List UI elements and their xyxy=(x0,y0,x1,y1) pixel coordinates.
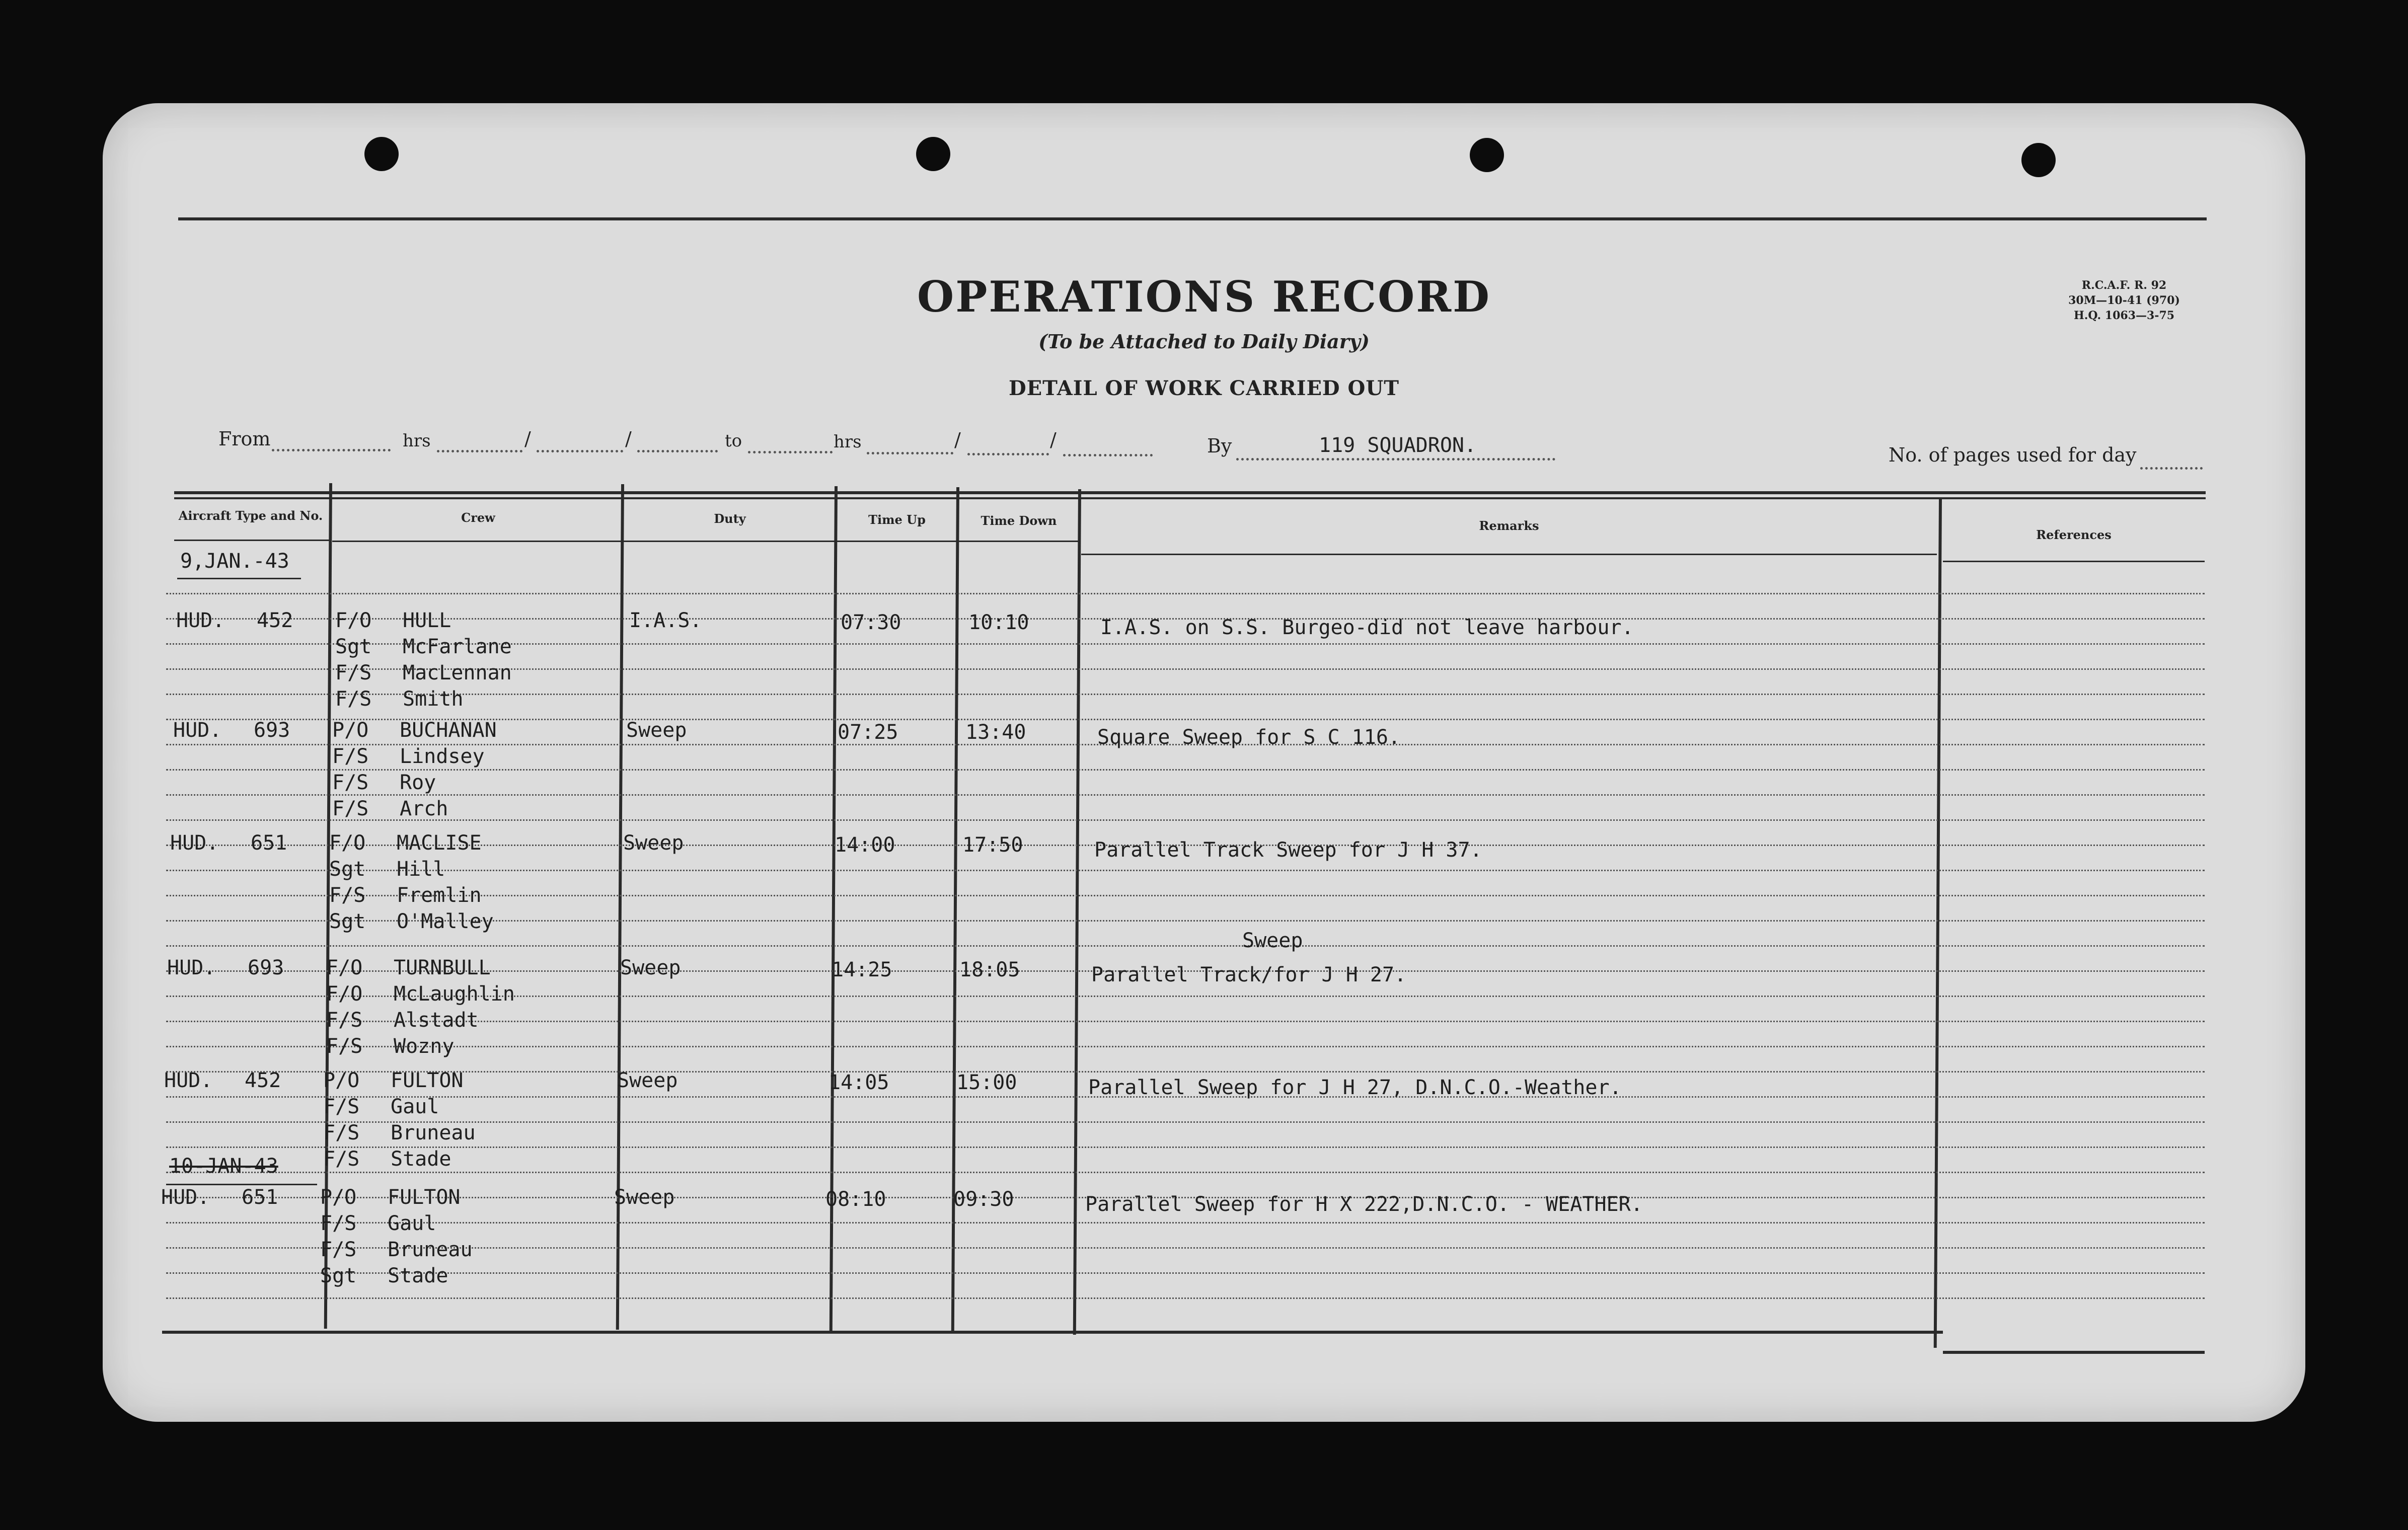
duty-cell: I.A.S. xyxy=(629,609,702,632)
table-top-rule xyxy=(174,491,2206,494)
aircraft-type: HUD. xyxy=(167,956,216,979)
time-up-cell: 08:10 xyxy=(825,1188,886,1211)
crew-rank: F/S xyxy=(323,1121,360,1144)
crew-rank: Sgt xyxy=(335,635,372,658)
row-rule xyxy=(166,794,2205,796)
crew-rank: F/O xyxy=(326,956,363,979)
duty-cell: Sweep xyxy=(614,1186,675,1209)
col-header-time-down: Time Down xyxy=(981,513,1057,528)
remarks-insert: Sweep xyxy=(1242,929,1303,952)
pages-used-field[interactable] xyxy=(2140,467,2203,470)
date-field[interactable] xyxy=(637,450,718,452)
crew-name: BUCHANAN xyxy=(400,719,497,742)
header-bottom-rule xyxy=(1943,561,2205,562)
aircraft-type: HUD. xyxy=(173,719,222,742)
crew-rank: F/O xyxy=(329,831,366,855)
duty-cell: Sweep xyxy=(617,1069,678,1092)
crew-rank: P/O xyxy=(320,1186,357,1209)
col-header-time-up: Time Up xyxy=(868,512,926,527)
date-field[interactable] xyxy=(1063,454,1153,456)
to-field[interactable] xyxy=(748,451,833,453)
crew-name: FULTON xyxy=(388,1186,461,1209)
remarks-cell: Parallel Track/for J H 27. xyxy=(1091,963,1407,986)
row-rule xyxy=(166,819,2205,821)
form-reference-line: H.Q. 1063—3-75 xyxy=(2073,309,2175,322)
col-header-references: References xyxy=(2036,527,2112,542)
remarks-cell: I.A.S. on S.S. Burgeo-did not leave harbour. xyxy=(1100,616,1634,639)
table-top-rule-2 xyxy=(174,497,2206,499)
crew-name: Bruneau xyxy=(388,1238,473,1261)
crew-name: MACLISE xyxy=(397,831,482,855)
date-underline xyxy=(177,578,301,579)
col-header-duty: Duty xyxy=(714,511,746,526)
from-label: From xyxy=(218,428,271,450)
slash-separator: / xyxy=(954,429,961,451)
crew-rank: F/S xyxy=(320,1212,357,1235)
aircraft-number: 651 xyxy=(242,1186,278,1209)
by-field[interactable] xyxy=(1236,458,1555,461)
crew-name: FULTON xyxy=(391,1069,464,1092)
header-bottom-rule xyxy=(332,541,1079,542)
duty-cell: Sweep xyxy=(620,956,681,979)
crew-rank: F/S xyxy=(335,661,372,684)
crew-rank: Sgt xyxy=(329,858,366,881)
table-bottom-rule-2 xyxy=(1943,1351,2205,1354)
aircraft-type: HUD. xyxy=(176,609,225,632)
header-bottom-rule xyxy=(174,540,331,541)
remarks-cell: Parallel Sweep for H X 222,D.N.C.O. - WEATHER. xyxy=(1085,1193,1643,1216)
crew-name: McLaughlin xyxy=(394,982,515,1006)
time-down-cell: 15:00 xyxy=(956,1071,1017,1094)
slash-separator: / xyxy=(524,428,531,450)
hrs-field[interactable] xyxy=(437,450,522,452)
time-down-cell: 09:30 xyxy=(953,1188,1014,1211)
aircraft-number: 452 xyxy=(257,609,293,632)
hrs-label: hrs xyxy=(403,431,431,451)
header-bottom-rule xyxy=(1081,554,1937,555)
crew-rank: F/S xyxy=(332,771,369,794)
time-up-cell: 14:05 xyxy=(829,1071,889,1094)
crew-rank: F/S xyxy=(323,1095,360,1118)
slash-separator: / xyxy=(625,428,632,450)
crew-name: Arch xyxy=(400,797,448,820)
crew-rank: F/O xyxy=(326,982,363,1006)
date-field[interactable] xyxy=(967,453,1049,455)
crew-name: HULL xyxy=(403,609,452,632)
crew-rank: F/S xyxy=(332,745,369,768)
crew-rank: Sgt xyxy=(320,1264,357,1287)
row-rule xyxy=(166,1071,2205,1073)
by-label: By xyxy=(1207,435,1232,457)
crew-name: Gaul xyxy=(388,1212,436,1235)
aircraft-number: 693 xyxy=(254,719,290,742)
crew-rank: F/S xyxy=(323,1148,360,1171)
date-label: 9,JAN.-43 xyxy=(180,550,289,573)
row-rule xyxy=(166,1172,2205,1173)
row-rule xyxy=(166,1046,2205,1047)
form-reference-line: 30M—10-41 (970) xyxy=(2068,294,2180,307)
row-rule xyxy=(166,1272,2205,1274)
top-rule xyxy=(178,217,2207,220)
crew-rank: F/S xyxy=(329,884,366,907)
punch-hole xyxy=(1470,138,1504,172)
crew-name: Gaul xyxy=(391,1095,439,1118)
row-rule xyxy=(166,945,2205,947)
crew-rank: F/S xyxy=(320,1238,357,1261)
pages-used-label: No. of pages used for day xyxy=(1889,444,2137,466)
aircraft-type: HUD. xyxy=(170,831,219,855)
form-reference-line: R.C.A.F. R. 92 xyxy=(2081,279,2167,292)
punch-hole xyxy=(364,137,399,171)
time-down-cell: 17:50 xyxy=(962,833,1023,857)
aircraft-type: HUD. xyxy=(161,1186,210,1209)
crew-name: Smith xyxy=(403,687,464,711)
remarks-cell: Parallel Track Sweep for J H 37. xyxy=(1094,838,1482,862)
punch-hole xyxy=(916,137,950,171)
crew-name: Fremlin xyxy=(397,884,482,907)
crew-name: Bruneau xyxy=(391,1121,476,1144)
crew-name: Wozny xyxy=(394,1035,455,1058)
time-up-cell: 14:00 xyxy=(835,833,895,857)
table-bottom-rule xyxy=(162,1331,1943,1334)
from-field[interactable] xyxy=(272,449,391,451)
aircraft-number: 651 xyxy=(251,831,287,855)
slash-separator: / xyxy=(1050,429,1057,451)
row-rule xyxy=(166,769,2205,771)
col-header-remarks: Remarks xyxy=(1479,518,1539,533)
duty-cell: Sweep xyxy=(623,831,684,855)
row-rule xyxy=(166,1297,2205,1299)
page-title: OPERATIONS RECORD xyxy=(917,272,1491,322)
hrs-field-2[interactable] xyxy=(867,452,953,454)
to-label: to xyxy=(725,431,742,451)
crew-name: TURNBULL xyxy=(394,956,491,979)
aircraft-type: HUD. xyxy=(164,1069,213,1092)
crew-name: Lindsey xyxy=(400,745,485,768)
col-header-aircraft: Aircraft Type and No. xyxy=(178,508,323,523)
date-label: 10-JAN-43 xyxy=(169,1155,278,1178)
hrs-label-2: hrs xyxy=(834,432,862,452)
detail-heading: DETAIL OF WORK CARRIED OUT xyxy=(1008,376,1400,400)
crew-name: Stade xyxy=(391,1148,452,1171)
row-rule xyxy=(166,870,2205,871)
crew-name: Alstadt xyxy=(394,1009,479,1032)
row-rule xyxy=(166,1222,2205,1223)
row-rule xyxy=(166,1146,2205,1148)
crew-name: O'Malley xyxy=(397,910,494,933)
crew-rank: F/S xyxy=(326,1009,363,1032)
crew-rank: F/S xyxy=(326,1035,363,1058)
row-rule xyxy=(166,694,2205,695)
time-down-cell: 13:40 xyxy=(965,721,1026,744)
crew-rank: F/S xyxy=(332,797,369,820)
page-subtitle: (To be Attached to Daily Diary) xyxy=(1038,330,1370,353)
crew-name: MacLennan xyxy=(403,661,512,684)
aircraft-number: 452 xyxy=(245,1069,281,1092)
form-reference xyxy=(2054,278,2195,323)
remarks-cell: Square Sweep for S C 116. xyxy=(1097,726,1401,749)
row-rule xyxy=(166,593,2205,594)
time-up-cell: 07:30 xyxy=(841,611,901,634)
duty-cell: Sweep xyxy=(626,719,687,742)
crew-rank: P/O xyxy=(323,1069,360,1092)
time-up-cell: 14:25 xyxy=(832,958,892,981)
crew-name: Hill xyxy=(397,858,445,881)
date-field[interactable] xyxy=(537,450,623,452)
crew-rank: F/O xyxy=(335,609,372,632)
crew-rank: Sgt xyxy=(329,910,366,933)
date-underline xyxy=(166,1184,317,1185)
remarks-cell: Parallel Sweep for J H 27, D.N.C.O.-Weather. xyxy=(1088,1076,1622,1099)
aircraft-number: 693 xyxy=(248,956,284,979)
squadron-value: 119 SQUADRON. xyxy=(1319,434,1477,457)
col-header-crew: Crew xyxy=(461,510,495,525)
crew-name: McFarlane xyxy=(403,635,512,658)
time-down-cell: 10:10 xyxy=(968,611,1029,634)
crew-rank: F/S xyxy=(335,687,372,711)
crew-rank: P/O xyxy=(332,719,369,742)
time-up-cell: 07:25 xyxy=(838,721,898,744)
punch-hole xyxy=(2021,143,2056,177)
crew-name: Stade xyxy=(388,1264,448,1287)
crew-name: Roy xyxy=(400,771,436,794)
time-down-cell: 18:05 xyxy=(959,958,1020,981)
